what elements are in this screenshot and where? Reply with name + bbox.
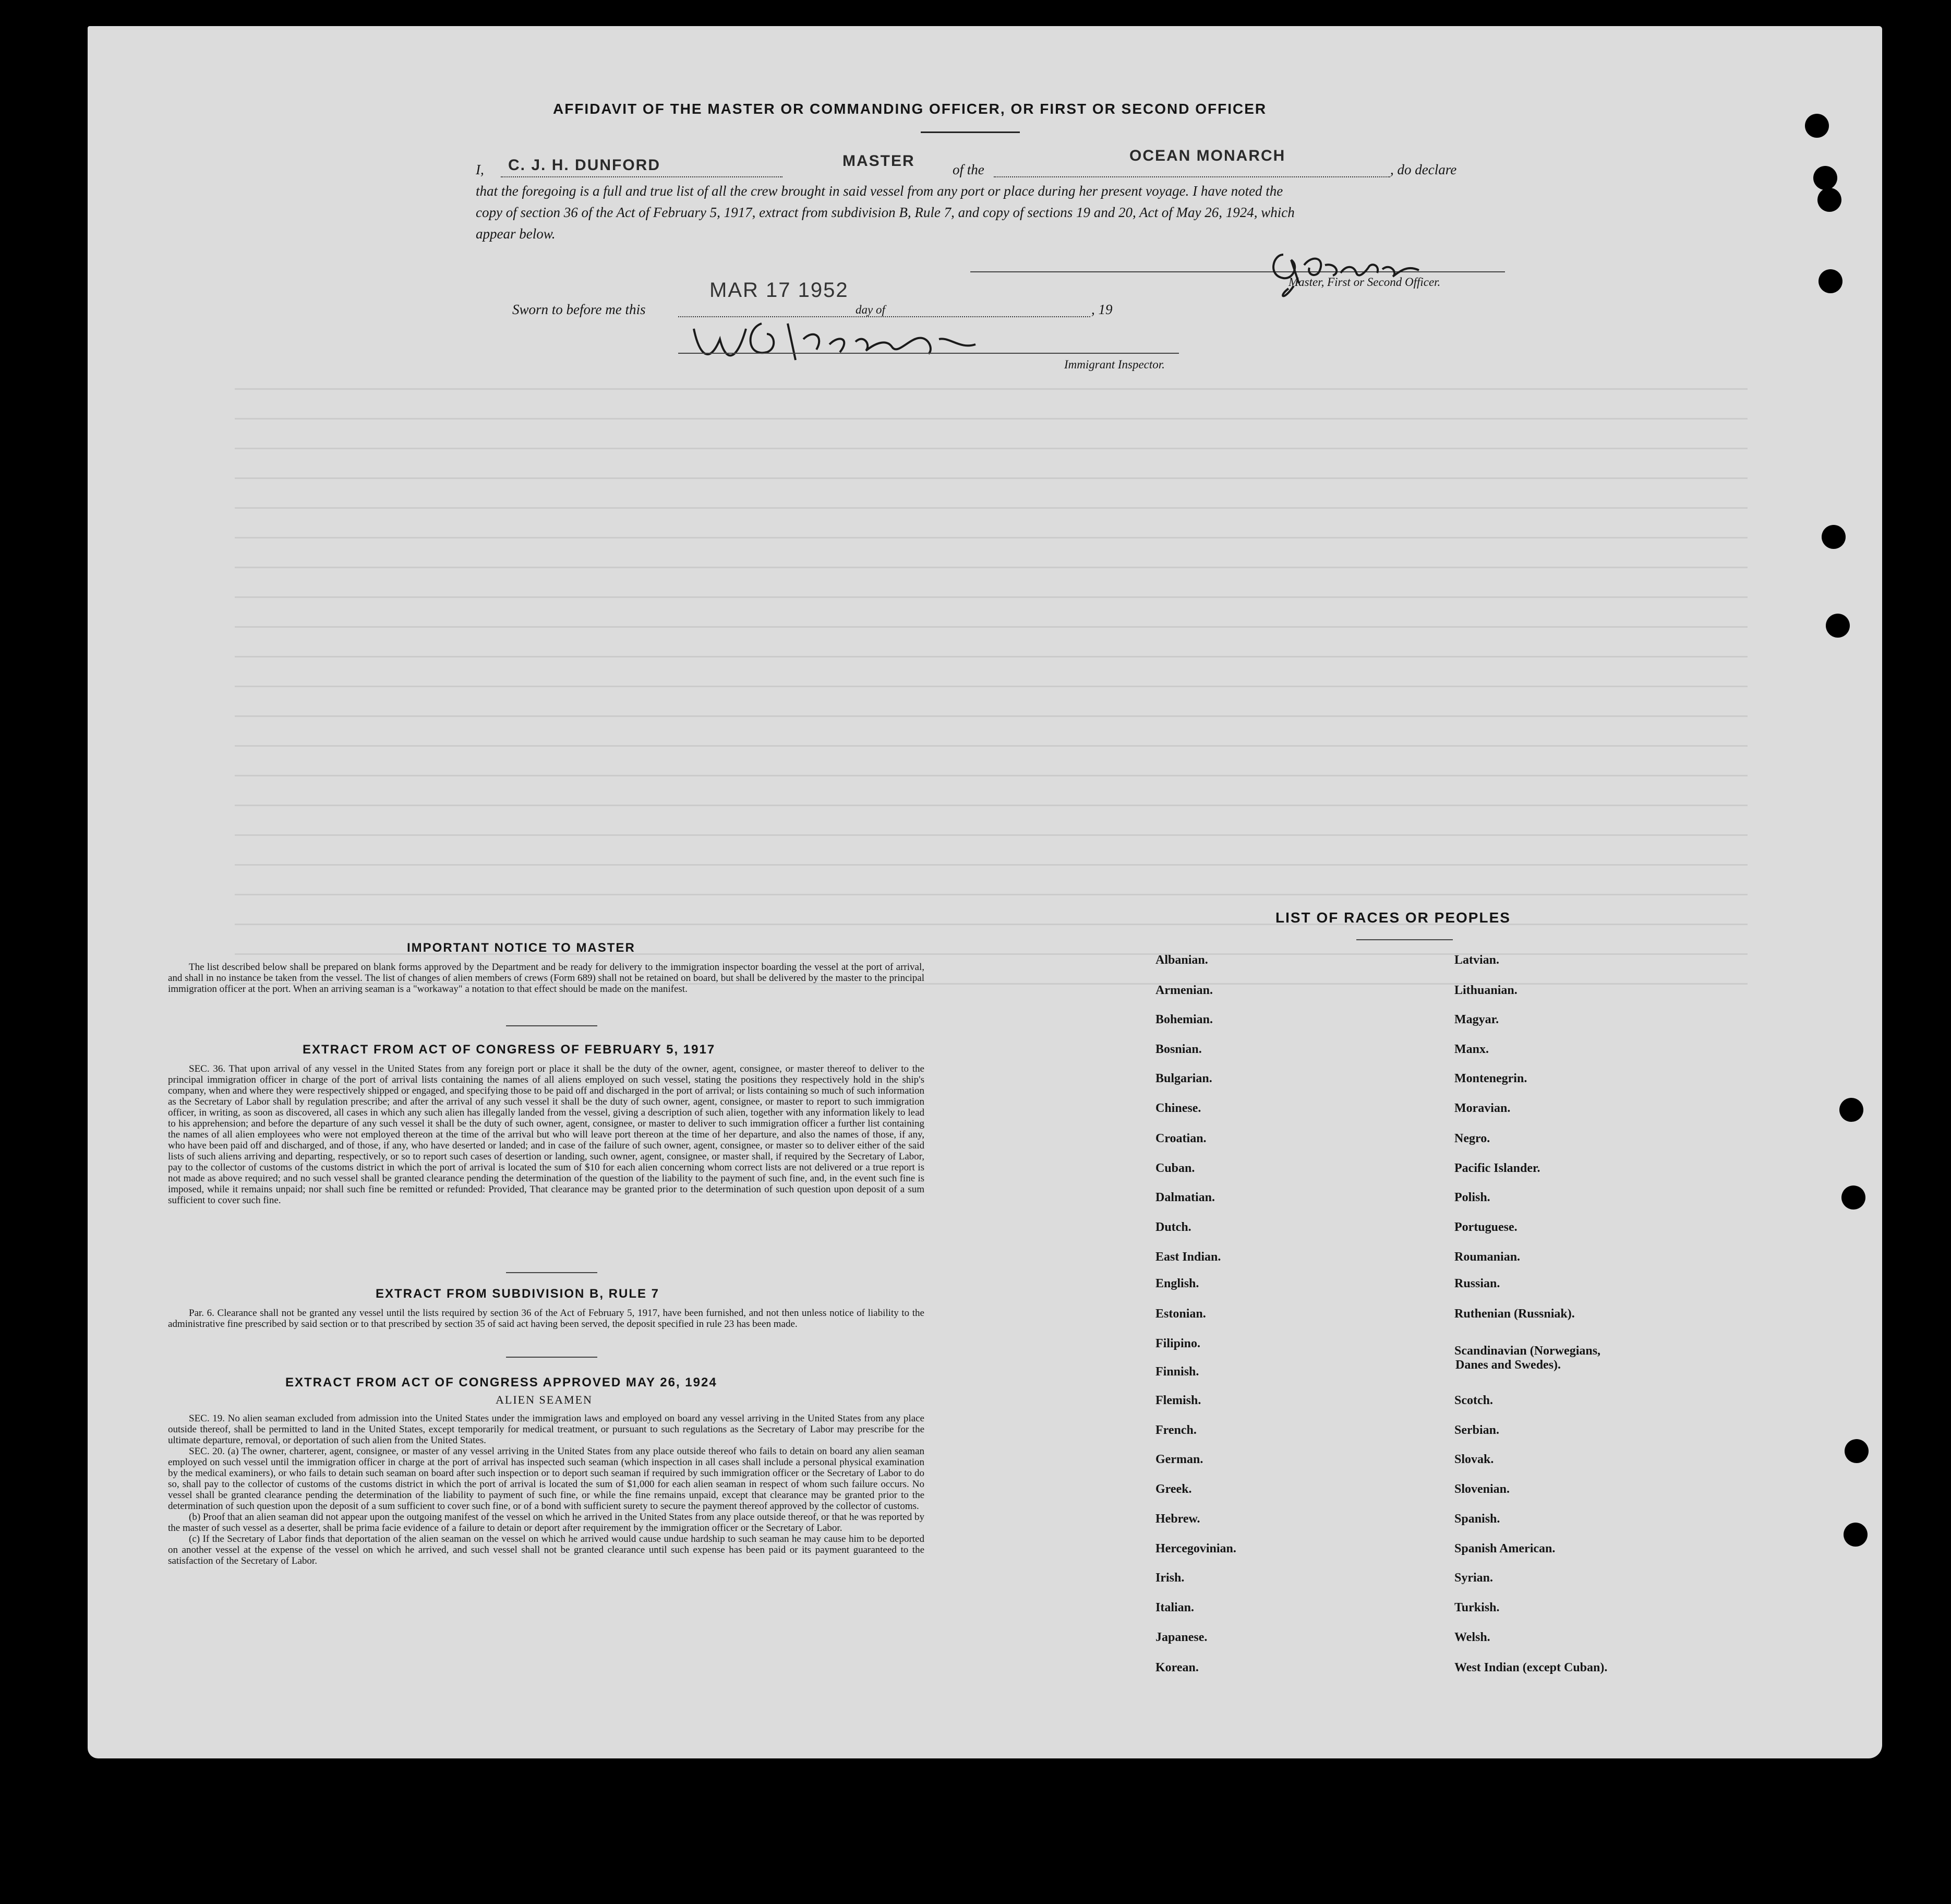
race-item: Hercegovinian. bbox=[1155, 1542, 1236, 1555]
master-name: C. J. H. DUNFORD bbox=[508, 157, 661, 174]
affidavit-do-declare: , do declare bbox=[1390, 162, 1457, 177]
race-item: Cuban. bbox=[1155, 1161, 1195, 1175]
bleed-through bbox=[235, 365, 1748, 991]
signature-caption: Master, First or Second Officer. bbox=[1288, 276, 1441, 289]
affidavit-body-2: copy of section 36 of the Act of February 5, 1917, extract from subdivision B, Rule 7, and copy of sections 19 and 20, Act of May 26, 1924, which bbox=[476, 205, 1295, 220]
race-item: Lithuanian. bbox=[1454, 984, 1518, 997]
master-rank: MASTER bbox=[842, 152, 915, 170]
race-item: Slovenian. bbox=[1454, 1482, 1510, 1496]
notice-title: IMPORTANT NOTICE TO MASTER bbox=[407, 941, 635, 955]
race-item: Manx. bbox=[1454, 1043, 1489, 1056]
punch-hole bbox=[1826, 614, 1850, 638]
race-item: Serbian. bbox=[1454, 1423, 1500, 1437]
punch-hole bbox=[1841, 1185, 1865, 1210]
sec20c-paragraph: (c) If the Secretary of Labor finds that deportation of the alien seaman on the vessel on which he arrived would cause undue hardship to such seaman he may cause him to be deported on another vessel at the expense of the vessel on which he arrived, and such vessel shall not be granted clearance until such expense has been paid or its payment guaranteed to the satisfaction of the Secretary of Labor. bbox=[168, 1534, 924, 1566]
extract-1917-paragraph: SEC. 36. That upon arrival of any vessel in the United States from any foreign port or place it shall be the duty of the owner, agent, consignee, or master thereof to deliver to the principal immigration officer in charge of the port of arrival lists containing the names of all aliens employed on such vessel, stating the positions they respectively hold in the ship's company, when and where they were respectively shipped or engaged, and specifying those to be paid off and discharged in the port of arrival; or lists containing so much of such information as the Secretary of Labor shall by regulation prescribe; and after the arrival of any such vessel it shall be the duty of such owner, agent, consignee, or master to report to such immigration officer, in writing, as soon as discovered, all cases in which any such alien has illegally landed from the vessel, giving a description of such alien, together with any information likely to lead to his apprehension; and before the departure of any such vessel it shall be the duty of such owner, agent, consignee, or master to deliver to such immigration officer a further list containing the names of all alien employees who were not employed thereon at the time of the arrival but who will leave port thereon at the time of her departure, and also the names of those, if any, who have been paid off and discharged, and of those, if any, who have deserted or landed; and in case of the failure of such owner, agent, consignee, or master so to deliver either of the said lists of such aliens arriving and departing, respectively, or so to report such cases of desertion or landing, such owner, agent, consignee, or master shall, if required by the Secretary of Labor, pay to the collector of customs of the customs district in which the port of arrival is located the sum of $10 for each alien concerning whom correct lists are not delivered or a true report is not made as above required; and no such vessel shall be granted clearance pending the determination of the question of the liability to the payment of such fine, and, in the event such fine is imposed, while it remains unpaid; nor shall such fine be remitted or refunded: Provided, That clearance may be granted prior to the determination of such question upon deposit of a sum sufficient to cover such fine. bbox=[168, 1063, 924, 1206]
race-item: Flemish. bbox=[1155, 1394, 1201, 1407]
extract-1917-divider bbox=[506, 1272, 597, 1273]
punch-hole bbox=[1813, 166, 1837, 190]
vessel-name: OCEAN MONARCH bbox=[1129, 147, 1286, 164]
race-item: Turkish. bbox=[1454, 1601, 1500, 1614]
notice-divider bbox=[506, 1025, 597, 1026]
race-item: Ruthenian (Russniak). bbox=[1454, 1307, 1575, 1321]
race-item: Russian. bbox=[1454, 1277, 1500, 1290]
race-item: Scandinavian (Norwegians, bbox=[1454, 1344, 1601, 1358]
race-item: Polish. bbox=[1454, 1191, 1490, 1204]
race-item: Greek. bbox=[1155, 1482, 1192, 1496]
race-item: Estonian. bbox=[1155, 1307, 1206, 1321]
sec20a-paragraph: SEC. 20. (a) The owner, charterer, agent, consignee, or master of any vessel arriving in the United States from any place outside thereof who fails to detain on board any alien seaman employed on such vessel until the immigration officer in charge at the port of arrival has inspected such seaman (which inspection in all cases shall include a personal physical examination by the medical examiners), or who fails to detain such seaman on board after such inspection or to deport such seaman if required by such immigration officer or the Secretary of Labor to do so, shall pay to the collector of customs of the customs district in which the port of arrival is located the sum of $1,000 for each alien seaman in respect of whom such failure occurs. No vessel shall be granted clearance pending the determination of the liability to payment of such fine, or while the fine remains unpaid, except that clearance may be granted prior to the determination of such question upon the deposit of a sum sufficient to cover such fine, or of a bond with sufficient surety to secure the payment thereof approved by the collector of customs. bbox=[168, 1446, 924, 1512]
race-item: Armenian. bbox=[1155, 984, 1213, 997]
race-item: Filipino. bbox=[1155, 1337, 1201, 1350]
race-item: Danes and Swedes). bbox=[1455, 1358, 1561, 1372]
race-item: Bulgarian. bbox=[1155, 1072, 1212, 1085]
race-item: Italian. bbox=[1155, 1601, 1195, 1614]
notice-paragraph: The list described below shall be prepared on blank forms approved by the Department and be ready for delivery to the immigration inspector boarding the vessel at the port of arrival, and shall in no instance be taken from the vessel. The list of changes of alien members of crews (Form 689) shall not be retained on board, but shall be delivered by the master to the principal immigration officer at the port. When an arriving seaman is a "workaway" a notation to that effect should be made on the manifest. bbox=[168, 962, 924, 995]
race-item: Albanian. bbox=[1155, 953, 1208, 967]
inspector-signature bbox=[683, 308, 1017, 381]
race-item: Dutch. bbox=[1155, 1220, 1191, 1234]
master-signature bbox=[1262, 234, 1440, 302]
race-item: Dalmatian. bbox=[1155, 1191, 1215, 1204]
race-item: West Indian (except Cuban). bbox=[1454, 1661, 1608, 1674]
race-item: German. bbox=[1155, 1453, 1203, 1466]
races-title: LIST OF RACES OR PEOPLES bbox=[1275, 909, 1511, 926]
race-item: Spanish American. bbox=[1454, 1542, 1556, 1555]
race-item: Irish. bbox=[1155, 1571, 1185, 1585]
race-item: Bohemian. bbox=[1155, 1013, 1213, 1026]
sec20b-paragraph: (b) Proof that an alien seaman did not appear upon the outgoing manifest of the vessel on which he arrived in the United States from any place outside thereof, or that he was reported by the master of such vessel as a deserter, shall be prima facie evidence of a failure to detain or deport after requirement by the immigration officer or the Secretary of Labor. bbox=[168, 1512, 924, 1534]
race-item: Roumanian. bbox=[1454, 1250, 1521, 1264]
race-item: French. bbox=[1155, 1423, 1197, 1437]
affidavit-of-the: of the bbox=[953, 162, 984, 177]
race-item: Bosnian. bbox=[1155, 1043, 1202, 1056]
sworn-date-stamp: MAR 17 1952 bbox=[709, 279, 849, 302]
extract-1917-text bbox=[168, 1063, 924, 1206]
punch-hole bbox=[1817, 188, 1841, 212]
rule7-paragraph: Par. 6. Clearance shall not be granted any vessel until the lists required by section 36 of the Act of February 5, 1917, have been furnished, and not then unless notice of liability to the administrative fine prescribed by said section or to that prescribed by section 35 of said act having been served, the deposit specified in rule 23 has been made. bbox=[168, 1308, 924, 1330]
punch-hole bbox=[1839, 1098, 1863, 1122]
race-item: Finnish. bbox=[1155, 1365, 1199, 1379]
vessel-line bbox=[994, 176, 1390, 177]
punch-hole bbox=[1844, 1523, 1868, 1547]
race-item: Welsh. bbox=[1454, 1631, 1490, 1644]
race-item: Hebrew. bbox=[1155, 1512, 1200, 1526]
inspector-caption: Immigrant Inspector. bbox=[1064, 358, 1165, 371]
affidavit-title: AFFIDAVIT OF THE MASTER OR COMMANDING OFFICER, OR FIRST OR SECOND OFFICER bbox=[553, 101, 1267, 117]
punch-hole bbox=[1818, 269, 1842, 293]
race-item: Montenegrin. bbox=[1454, 1072, 1527, 1085]
races-divider bbox=[1356, 939, 1453, 940]
extract-1924-title: EXTRACT FROM ACT OF CONGRESS APPROVED MAY 26, 1924 bbox=[285, 1375, 717, 1390]
race-item: Syrian. bbox=[1454, 1571, 1494, 1585]
punch-hole bbox=[1805, 114, 1829, 138]
affidavit-body-1: that the foregoing is a full and true list of all the crew brought in said vessel from any port or place during her present voyage. I have noted the bbox=[476, 183, 1283, 199]
extract-1924-text bbox=[168, 1413, 924, 1566]
race-item: Negro. bbox=[1454, 1132, 1490, 1145]
extract-1917-title: EXTRACT FROM ACT OF CONGRESS OF FEBRUARY 5, 1917 bbox=[303, 1043, 716, 1057]
race-item: Chinese. bbox=[1155, 1101, 1201, 1115]
race-item: Pacific Islander. bbox=[1454, 1161, 1540, 1175]
race-item: Japanese. bbox=[1155, 1631, 1208, 1644]
name-line bbox=[501, 176, 782, 177]
sworn-label: Sworn to before me this bbox=[512, 302, 646, 317]
notice-text bbox=[168, 962, 924, 995]
race-item: Moravian. bbox=[1454, 1101, 1511, 1115]
sworn-year: , 19 bbox=[1091, 302, 1113, 317]
race-item: Magyar. bbox=[1454, 1013, 1499, 1026]
sworn-day-of: day of bbox=[856, 303, 885, 316]
race-item: Portuguese. bbox=[1454, 1220, 1518, 1234]
race-item: English. bbox=[1155, 1277, 1199, 1290]
race-item: East Indian. bbox=[1155, 1250, 1221, 1264]
affidavit-body-3: appear below. bbox=[476, 226, 556, 242]
race-item: Croatian. bbox=[1155, 1132, 1207, 1145]
rule7-text bbox=[168, 1308, 924, 1330]
rule7-title: EXTRACT FROM SUBDIVISION B, RULE 7 bbox=[376, 1287, 660, 1301]
race-item: Scotch. bbox=[1454, 1394, 1493, 1407]
rule7-divider bbox=[506, 1357, 597, 1358]
race-item: Latvian. bbox=[1454, 953, 1500, 967]
punch-hole bbox=[1845, 1439, 1869, 1463]
sec19-paragraph: SEC. 19. No alien seaman excluded from admission into the United States under the immigration laws and employed on board any vessel arriving in the United States from any place outside thereof, shall be permitted to land in the United States, except temporarily for medical treatment, or pursuant to such regulations as the Secretary of Labor may prescribe for the ultimate departure, removal, or deportation of such alien from the United States. bbox=[168, 1413, 924, 1446]
race-item: Korean. bbox=[1155, 1661, 1199, 1674]
affidavit-pre-name: I, bbox=[476, 162, 484, 177]
extract-1924-subtitle: ALIEN SEAMEN bbox=[496, 1393, 593, 1406]
title-divider bbox=[921, 131, 1020, 133]
race-item: Slovak. bbox=[1454, 1453, 1494, 1466]
punch-hole bbox=[1822, 525, 1846, 549]
race-item: Spanish. bbox=[1454, 1512, 1500, 1526]
